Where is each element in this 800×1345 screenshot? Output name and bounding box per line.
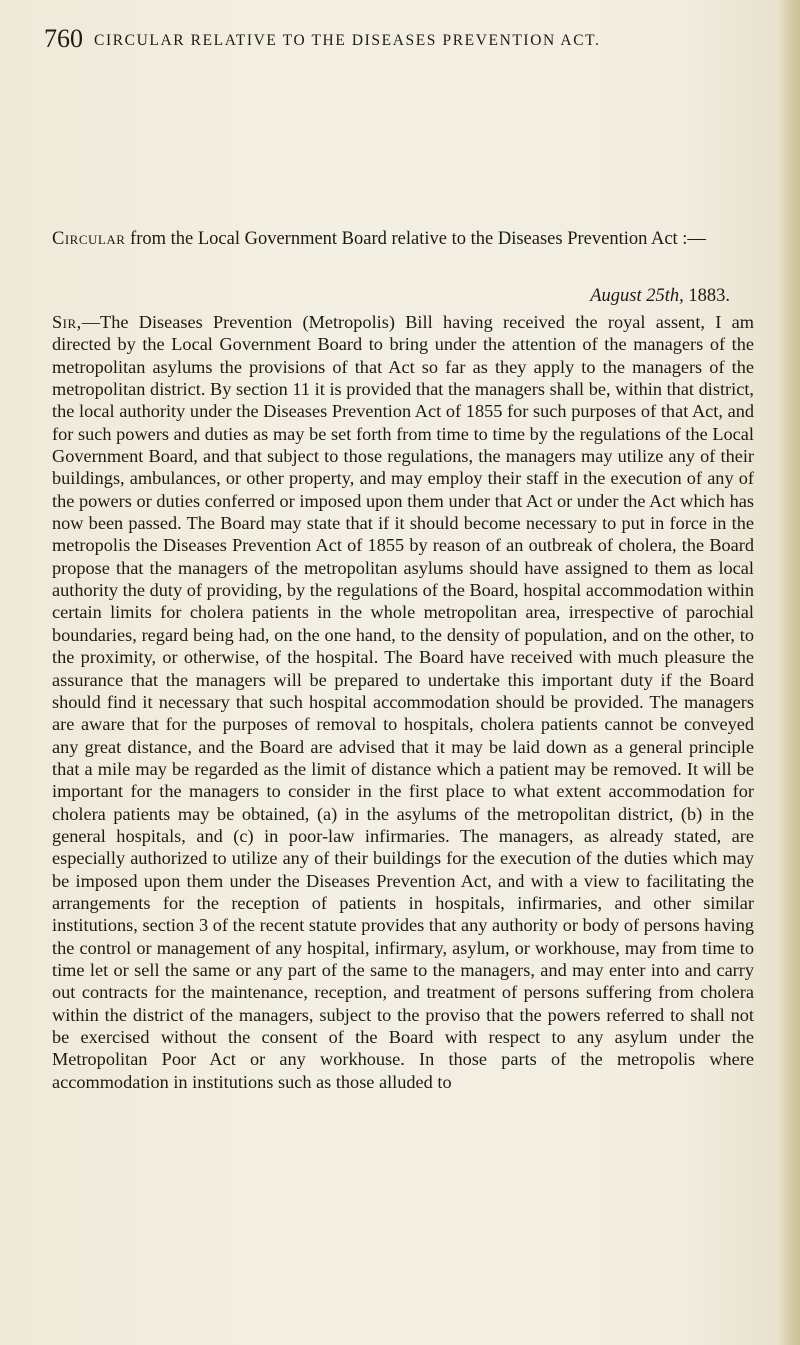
page-edge-shadow: [778, 0, 800, 1345]
letter-paragraph: —The Diseases Prevention (Metropolis) Bill having received the royal assent, I am directed by the Local Government Board to bring under the attention of the managers of the metropolitan asylums the provisions of that Act so far as they apply to the managers of the metropolitan district. By section 11 it is provided that the managers shall be, within that district, the local authority under the Diseases Prevention Act of 1855 for such purposes of that Act, and for such powers and duties as may be set forth from time to time by the regulations of the Local Government Board, and that subject to those regulations, the managers may utilize any of their buildings, ambulances, or other property, and may employ their staff in the execution of any of the powers or duties conferred or imposed upon them under that Act or under the Act which has now been passed. The Board may state that if it should become necessary to put in force in the metropolis the Diseases Prevention Act of 1855 by reason of an outbreak of cholera, the Board propose that the managers of the metropolitan asylums should have assigned to them as local authority the duty of providing, by the regulations of the Board, hospital accommodation within certain limits for cholera patients in the whole metropolitan area, irrespective of parochial boundaries, regard being had, on the one hand, to the density of population, and on the other, to the proximity, or otherwise, of the hospital. The Board have received with much pleasure the assurance that the managers will be prepared to undertake this important duty if the Board should find it necessary that such hospital accommodation should be provided. The managers are aware that for the purposes of removal to hospitals, cholera patients cannot be conveyed any great distance, and the Board are advised that it may be laid down as a general principle that a mile may be regarded as the limit of distance which a patient may be removed. It will be important for the managers to consider in the first place to what extent accommodation for cholera patients may be obtained, (a) in the asylums of the metropolitan district, (b) in the general hospitals, and (c) in poor-law infirmaries. The managers, as already stated, are especially authorized to utilize any of their buildings for the execution of the duties which may be imposed upon them under the Diseases Prevention Act, and with a view to facilitating the arrangements for the reception of patients in hospitals, infirmaries, and other similar institutions, section 3 of the recent statute provides that any authority or body of persons having the control or management of any hospital, infirmary, asylum, or workhouse, may from time to time let or sell the same or any part of the same to the managers, and may enter into and carry out contracts for the maintenance, reception, and treatment of persons suffering from cholera within the district of the managers, subject to the proviso that the powers referred to shall not be exercised without the consent of the Board with respect to any asylum under the Metropolitan Poor Act or any workhouse. In those parts of the metropolis where accommodation in institutions such as those alluded to: [52, 312, 754, 1092]
date-month-day: August 25th,: [590, 286, 684, 306]
salutation: Sir,: [52, 312, 82, 332]
running-head: [44, 24, 764, 54]
letter-date: [590, 286, 730, 307]
heading-lead: Circular: [52, 229, 126, 249]
letter-body: [52, 311, 754, 1093]
page-number: 760: [44, 24, 83, 53]
circular-heading: [52, 228, 752, 250]
running-title: CIRCULAR RELATIVE TO THE DISEASES PREVENTION ACT.: [94, 32, 601, 49]
heading-rest: from the Local Government Board relative to the Diseases Prevention Act :—: [125, 229, 706, 249]
date-year: 1883.: [683, 286, 730, 306]
